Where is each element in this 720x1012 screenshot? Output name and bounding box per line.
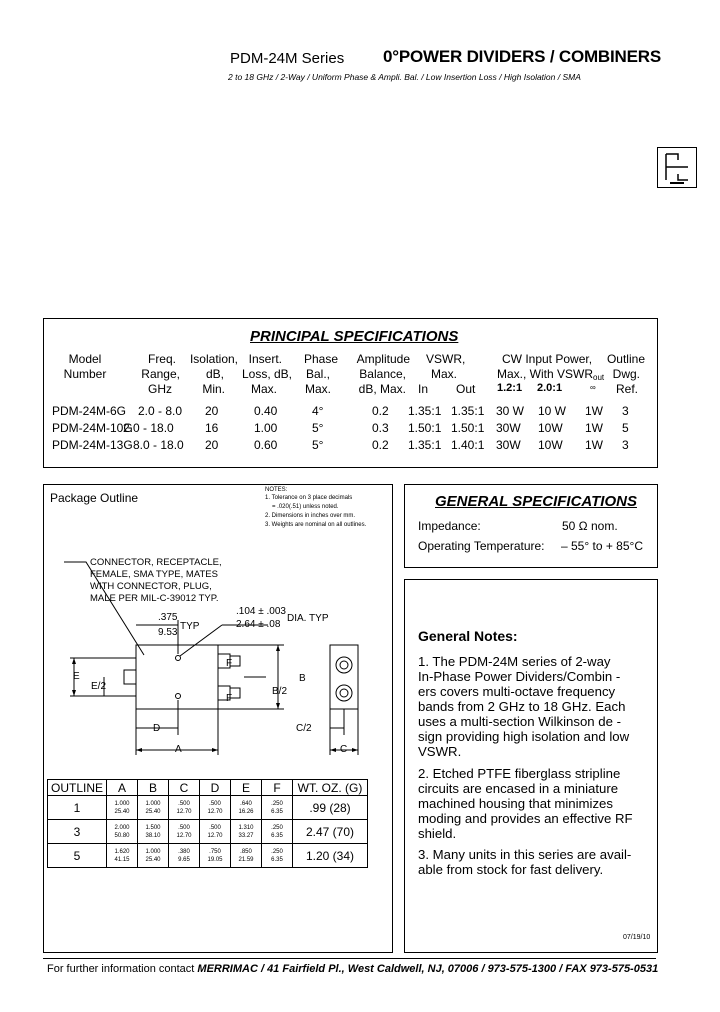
note-line: 2. Dimensions in inches over mm. (265, 513, 356, 519)
col-a: A (107, 780, 138, 796)
cell-a: 1.620 41.15 (107, 844, 138, 868)
connector-line: MALE PER MIL-C-39012 TYP. (90, 593, 219, 604)
hdr-amp-1: Amplitude (356, 352, 410, 366)
hdr-cw-2: Max., With VSWRout (497, 367, 605, 382)
cell-e: .640 16.26 (231, 796, 262, 820)
cell-cw-12: 30W (496, 421, 521, 435)
outline-header-row (48, 780, 368, 796)
hdr-iso-2: dB, (205, 367, 224, 381)
cell-model: PDM-24M-13G (52, 438, 133, 452)
hdr-model-2: Number (63, 367, 107, 381)
temp-value: – 55° to + 85°C (561, 539, 643, 553)
hdr-phase-2: Bal., (305, 367, 330, 381)
mount-hole (176, 656, 181, 661)
cell-a: 2.000 50.80 (107, 820, 138, 844)
dim-hole-top: .104 ± .003 (236, 606, 286, 617)
hdr-cw-12: 1.2:1 (497, 382, 523, 394)
cell-d: .750 19.05 (200, 844, 231, 868)
cell-cw-inf: 1W (585, 438, 603, 452)
connector-line: WITH CONNECTOR, PLUG, (90, 581, 212, 592)
side-connector (336, 685, 352, 701)
cell-phase: 5° (312, 421, 324, 435)
cell-model: PDM-24M-10G (52, 421, 133, 435)
hdr-phase-1: Phase (303, 352, 338, 366)
note-line: NOTES: (265, 487, 288, 493)
housing-outline (136, 645, 218, 709)
dim-e: E (73, 671, 80, 682)
hdr-vswr-in: In (418, 382, 429, 396)
note-3: 3. Many units in this series are avail- able from stock for fast delivery. (418, 847, 632, 877)
cell-outline: 3 (622, 438, 629, 452)
cell-a: 1.000 25.40 (107, 796, 138, 820)
hdr-vswr-1: VSWR, (426, 352, 466, 366)
dim-953: 9.53 (158, 627, 178, 638)
dim-b: B (299, 673, 306, 684)
hdr-model-1: Model (68, 352, 102, 366)
hdr-phase-3: Max. (304, 382, 331, 396)
cell-phase: 4° (312, 404, 324, 418)
dim-dia: DIA. TYP (287, 613, 329, 624)
table-row (48, 820, 368, 844)
hdr-freq-2: Range, (141, 367, 180, 381)
hdr-outline-3: Ref. (615, 382, 638, 396)
cell-outline: 5 (48, 844, 107, 868)
cell-cw-12: 30W (496, 438, 521, 452)
footer-contact: For further information contact MERRIMAC / 41 Fairfield Pl., West Caldwell, NJ, 07006 / 973-575-1300 / FAX 973-575-0531 (47, 963, 659, 975)
date-stamp: 07/19/10 (623, 934, 651, 941)
mount-hole (176, 694, 181, 699)
cell-iso: 20 (205, 438, 219, 452)
cell-amp: 0.3 (372, 421, 389, 435)
merrimac-logo (657, 147, 697, 188)
hdr-amp-3: dB, Max. (358, 382, 406, 396)
series-name: PDM-24M Series (230, 50, 345, 67)
col-wt: WT. OZ. (G) (293, 780, 368, 796)
cell-b: 1.000 25.40 (138, 796, 169, 820)
dim-e2: E/2 (91, 681, 107, 692)
dim-b2: B/2 (272, 686, 288, 697)
cell-d: .500 12.70 (200, 820, 231, 844)
note-2: 2. Etched PTFE fiberglass stripline circuits are encased in a miniature machined housing that minimizes moding and provides an effective RF shield. (418, 766, 633, 841)
connector-line: FEMALE, SMA TYPE, MATES (90, 569, 218, 580)
cell-outline: 5 (622, 421, 629, 435)
connector-left (124, 670, 136, 684)
cell-outline: 3 (48, 820, 107, 844)
dim-typ: TYP (180, 621, 200, 632)
dim-c2: C/2 (296, 723, 312, 734)
connector-line: CONNECTOR, RECEPTACLE, (90, 557, 222, 568)
package-drawing (44, 540, 390, 780)
hdr-loss-3: Max. (250, 382, 277, 396)
cell-c: .500 12.70 (169, 820, 200, 844)
cell-cw-12: 30 W (496, 404, 525, 418)
cell-vswr-out: 1.35:1 (451, 404, 485, 418)
cell-c: .380 9.65 (169, 844, 200, 868)
hdr-freq-3: GHz (148, 382, 172, 396)
note-line: = .020(.51) unless noted. (272, 504, 339, 510)
cell-model: PDM-24M-6G (52, 404, 127, 418)
cell-outline: 1 (48, 796, 107, 820)
package-outline-title: Package Outline (50, 491, 139, 505)
hdr-iso-1: Isolation, (189, 352, 238, 366)
cell-f: .250 6.35 (262, 796, 293, 820)
hdr-iso-3: Min. (202, 382, 225, 396)
cell-wt: 1.20 (34) (293, 844, 368, 868)
cell-loss: 0.60 (254, 438, 278, 452)
hdr-amp-2: Balance, (359, 367, 406, 381)
temp-label: Operating Temperature: (418, 539, 545, 553)
dim-f-bot: F (226, 693, 233, 704)
dim-a: A (175, 744, 182, 755)
cell-c: .500 12.70 (169, 796, 200, 820)
cell-cw-20: 10 W (538, 404, 567, 418)
side-view (330, 645, 358, 709)
cell-vswr-in: 1.50:1 (408, 421, 442, 435)
table-row (48, 844, 368, 868)
cell-cw-20: 10W (538, 438, 563, 452)
dim-d: D (153, 723, 161, 734)
note-line: 1. Tolerance on 3 place decimals (265, 495, 353, 501)
cell-cw-inf: 1W (585, 421, 603, 435)
cell-loss: 1.00 (254, 421, 278, 435)
col-outline: OUTLINE (48, 780, 107, 796)
dim-f-top: F (226, 658, 233, 669)
general-notes-title: General Notes: (418, 628, 518, 644)
cell-cw-inf: 1W (585, 404, 603, 418)
hdr-freq-1: Freq. (147, 352, 176, 366)
col-b: B (138, 780, 169, 796)
dim-375: .375 (158, 612, 178, 623)
dim-c: C (340, 744, 348, 755)
cell-freq: 8.0 - 18.0 (133, 438, 184, 452)
cell-freq: 2.0 - 8.0 (138, 404, 183, 418)
hdr-cw-20: 2.0:1 (537, 382, 563, 394)
page-subtitle: 2 to 18 GHz / 2-Way / Uniform Phase & Ampli. Bal. / Low Insertion Loss / High Isolation / SMA (228, 72, 581, 82)
dim-hole-bot: 2.64 ± .08 (236, 619, 281, 630)
cell-phase: 5° (312, 438, 324, 452)
principal-specs-title: PRINCIPAL SPECIFICATIONS (250, 328, 459, 345)
hdr-cw-1: CW Input Power, (502, 352, 593, 366)
cell-vswr-in: 1.35:1 (408, 438, 442, 452)
leader-line (64, 562, 144, 655)
cell-amp: 0.2 (372, 404, 389, 418)
cell-iso: 16 (205, 421, 219, 435)
cell-wt: .99 (28) (293, 796, 368, 820)
cell-vswr-out: 1.40:1 (451, 438, 485, 452)
page-title: 0°POWER DIVIDERS / COMBINERS (383, 47, 661, 66)
hdr-outline-2: Dwg. (612, 367, 640, 381)
hdr-loss-1: Insert. (248, 352, 282, 366)
hdr-loss-2: Loss, dB, (241, 367, 292, 381)
cell-amp: 0.2 (372, 438, 389, 452)
cell-iso: 20 (205, 404, 219, 418)
note-1: 1. The PDM-24M series of 2-way In-Phase Power Dividers/Combin - ers covers multi-octave frequency bands from 2 GHz to 18 GHz. Each uses a multi-section Wilkinson de - sign providing high isolation and low VSWR. (418, 654, 630, 759)
cell-cw-20: 10W (538, 421, 563, 435)
cell-e: 1.310 33.27 (231, 820, 262, 844)
note-line: 3. Weights are nominal on all outlines. (265, 522, 367, 528)
col-c: C (169, 780, 200, 796)
impedance-value: 50 Ω nom. (562, 519, 618, 533)
cell-vswr-in: 1.35:1 (408, 404, 442, 418)
impedance-label: Impedance: (418, 519, 481, 533)
col-f: F (262, 780, 293, 796)
cell-vswr-out: 1.50:1 (451, 421, 485, 435)
cell-f: .250 6.35 (262, 820, 293, 844)
cell-d: .500 12.70 (200, 796, 231, 820)
hdr-vswr-out: Out (456, 382, 476, 396)
cell-loss: 0.40 (254, 404, 278, 418)
table-row (48, 796, 368, 820)
cell-wt: 2.47 (70) (293, 820, 368, 844)
footer-rule (43, 958, 656, 959)
col-e: E (231, 780, 262, 796)
side-connector (336, 657, 352, 673)
cell-outline: 3 (622, 404, 629, 418)
hdr-outline-1: Outline (606, 352, 645, 366)
hdr-cw-inf: ∞ (590, 383, 596, 392)
hdr-vswr-2: Max. (431, 367, 458, 381)
cell-b: 1.500 38.10 (138, 820, 169, 844)
cell-e: .850 21.59 (231, 844, 262, 868)
col-d: D (200, 780, 231, 796)
cell-b: 1.000 25.40 (138, 844, 169, 868)
cell-f: .250 6.35 (262, 844, 293, 868)
outline-table (47, 779, 368, 868)
general-specs-title: GENERAL SPECIFICATIONS (435, 493, 637, 510)
cell-freq: 2.0 - 18.0 (123, 421, 174, 435)
